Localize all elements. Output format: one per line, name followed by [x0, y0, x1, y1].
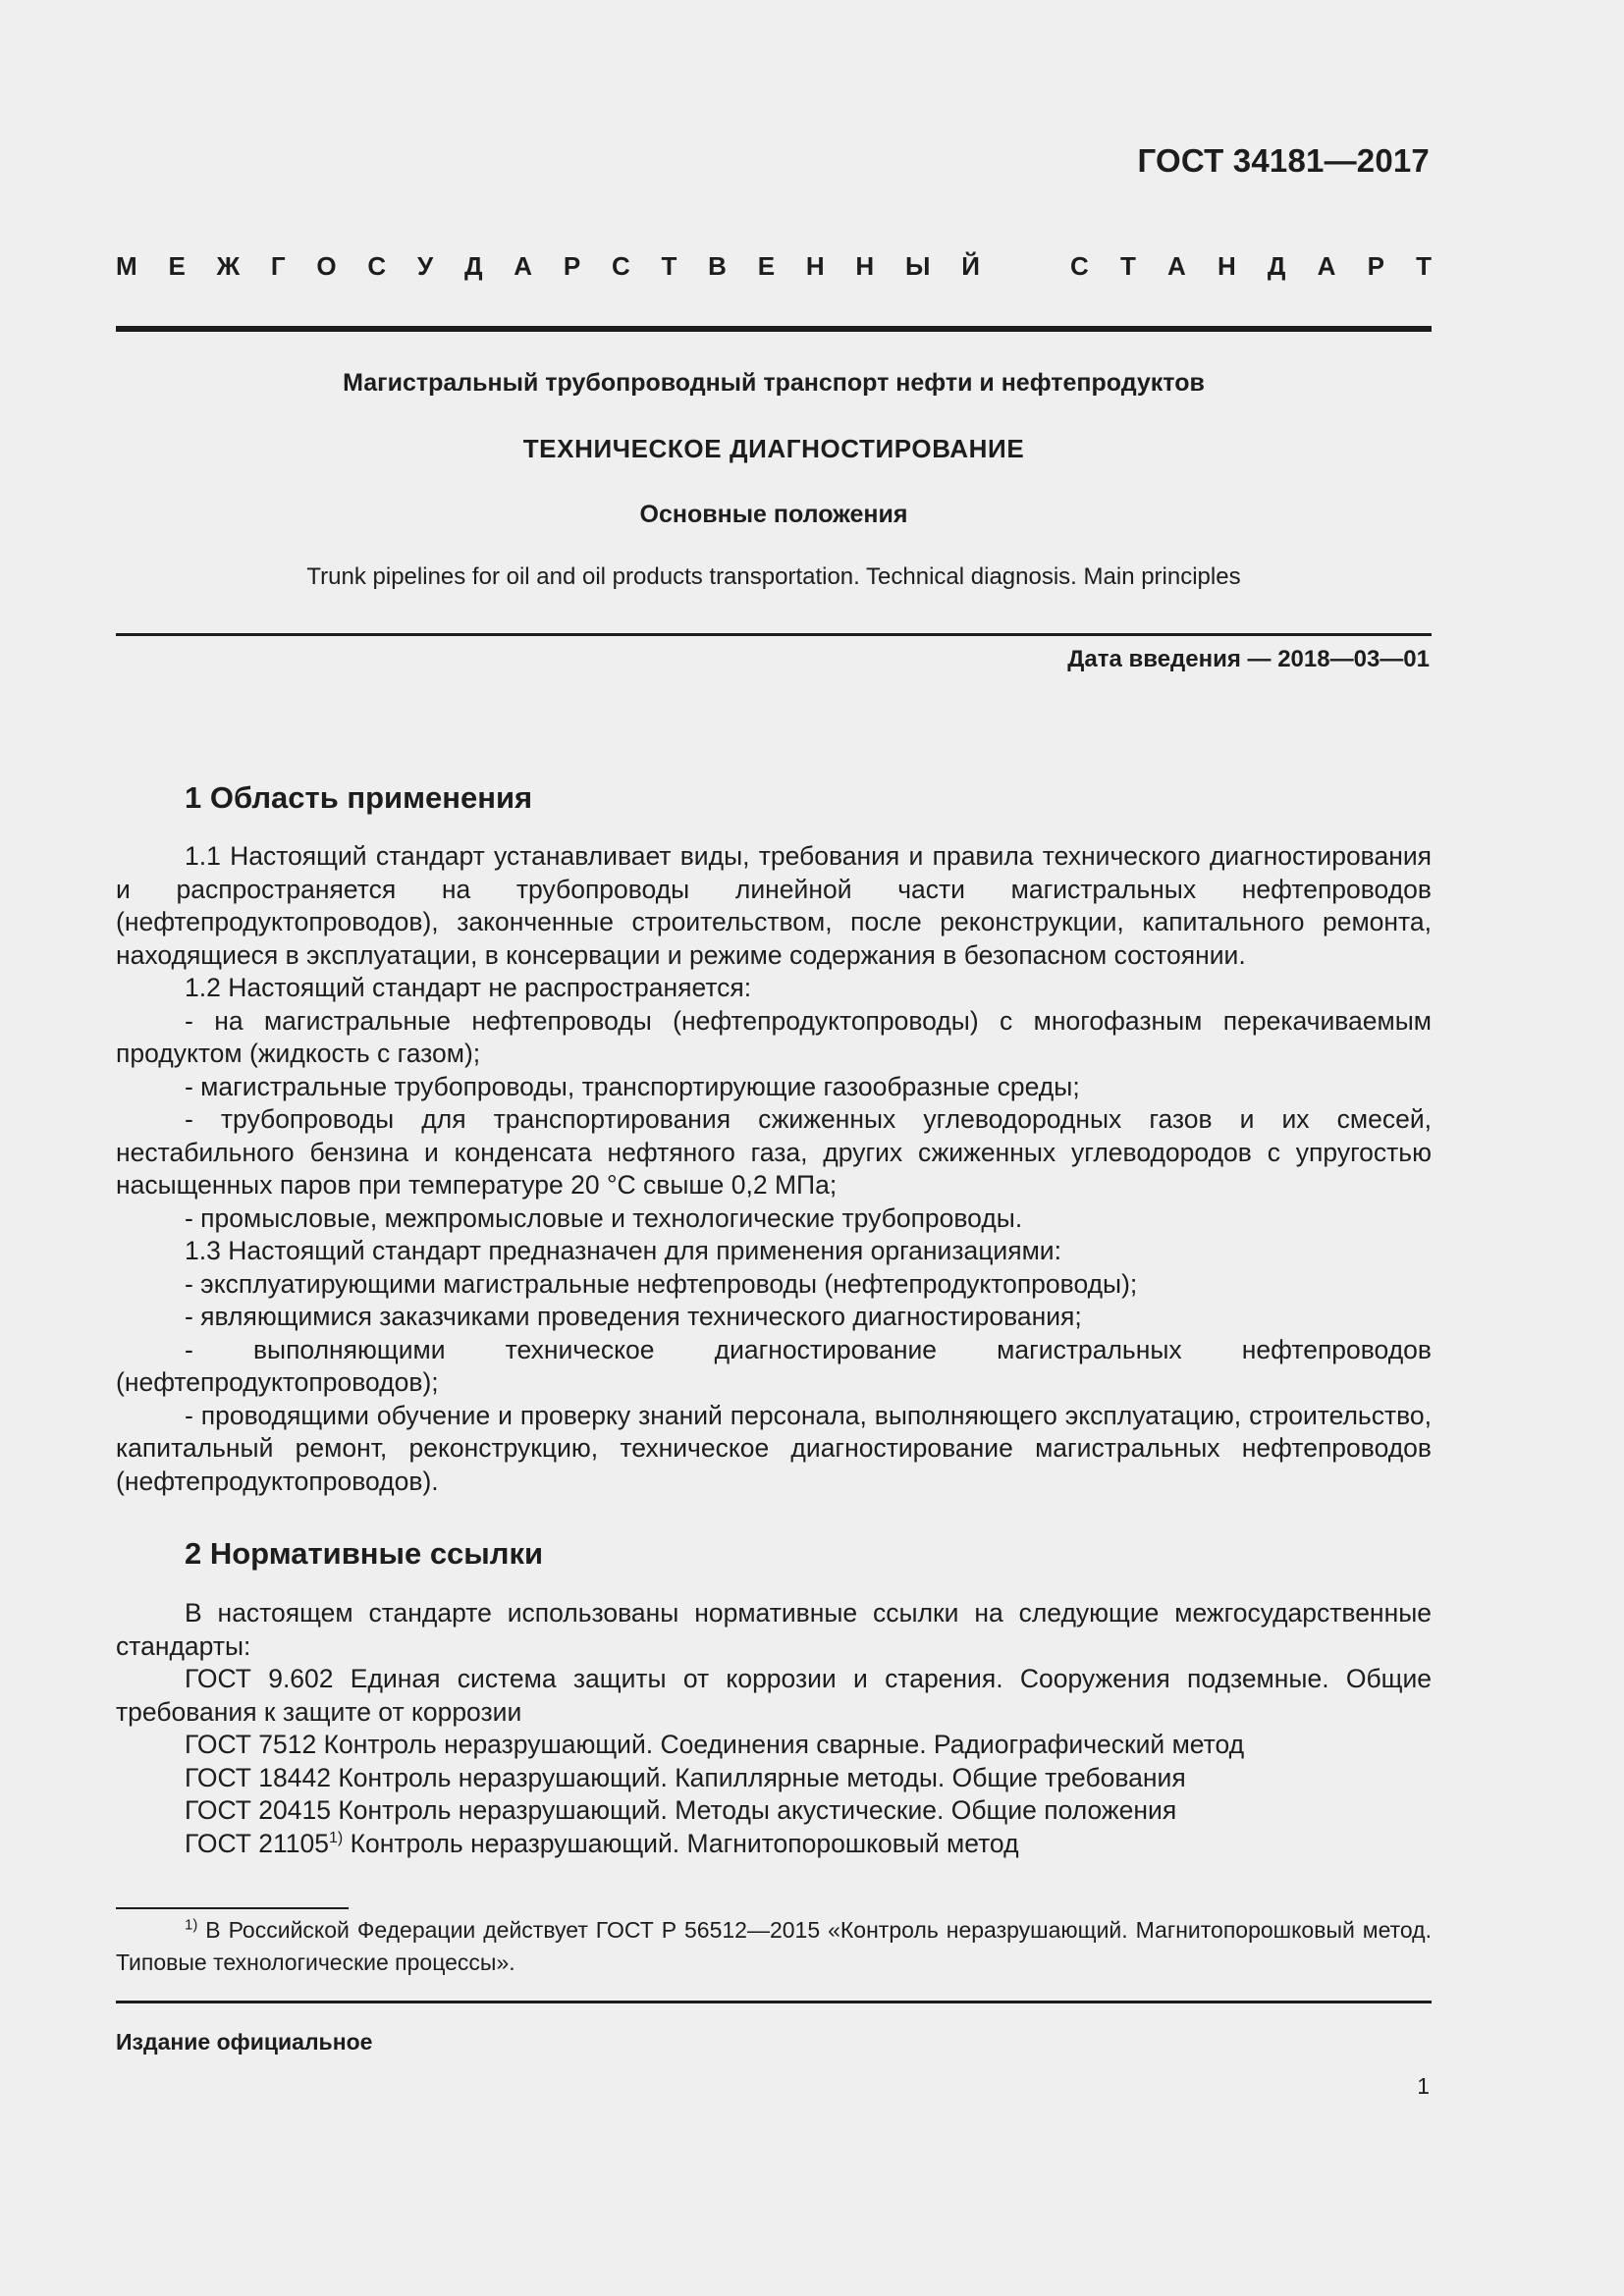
heading-letter: Н: [855, 251, 875, 281]
section-2-body: [116, 1597, 1432, 1860]
paragraph: 1.3 Настоящий стандарт предназначен для применения организациями:: [185, 1236, 1061, 1265]
footnote-mark: 1): [185, 1916, 198, 1934]
reference-item: ГОСТ 20415 Контроль неразрушающий. Методы акустические. Общие положения: [185, 1795, 1177, 1825]
heading-letter: С: [1070, 251, 1089, 281]
heading-letter: С: [367, 251, 387, 281]
heading-letter: Е: [168, 251, 186, 281]
list-item: - трубопроводы для транспортирования сжиженных углеводородных газов и их смесей, нестабильного бензина и конденсата нефтяного газа, других сжиженных углеводородов с упругостью насыщенных паров при температуре 20 °С свыше 0,2 МПа;: [116, 1104, 1432, 1200]
heading-letter: В: [708, 251, 727, 281]
title-divider: [116, 633, 1432, 636]
heading-letter: Е: [757, 251, 776, 281]
section-1-heading: 1 Область применения: [185, 780, 533, 815]
heading-letter: М: [116, 251, 137, 281]
document-subtitle: ТЕХНИЧЕСКОЕ ДИАГНОСТИРОВАНИЕ: [522, 434, 1025, 463]
heading-letter: Т: [661, 251, 677, 281]
paragraph: В настоящем стандарте использованы нормативные ссылки на следующие межгосударственные стандарты:: [116, 1598, 1432, 1661]
gost-number: ГОСТ 34181—2017: [1137, 142, 1430, 179]
heading-letter: Ж: [216, 251, 241, 281]
heading-letter: Т: [1416, 251, 1432, 281]
document-title-english: Trunk pipelines for oil and oil products transportation. Technical diagnosis. Main principles: [306, 563, 1241, 590]
interstate-word-2: [1070, 251, 1432, 282]
document-title: Магистральный трубопроводный транспорт нефти и нефтепродуктов: [343, 369, 1205, 397]
document-subsubtitle: Основные положения: [639, 501, 908, 528]
header-divider: [116, 326, 1432, 332]
heading-letter: Т: [1119, 251, 1136, 281]
official-edition-label: Издание официальное: [116, 2029, 373, 2055]
list-item: - являющимися заказчиками проведения технического диагностирования;: [185, 1302, 1082, 1331]
list-item: - магистральные трубопроводы, транспортирующие газообразные среды;: [185, 1071, 1080, 1101]
list-item: - промысловые, межпромысловые и технологические трубопроводы.: [185, 1202, 1023, 1233]
footnote-mark: 1): [329, 1829, 344, 1846]
heading-letter: У: [416, 251, 434, 281]
heading-letter: Г: [270, 251, 286, 281]
heading-letter: А: [1317, 251, 1336, 281]
reference-item: ГОСТ 7512 Контроль неразрушающий. Соединения сварные. Радиографический метод: [185, 1730, 1245, 1759]
list-item: - на магистральные нефтепроводы (нефтепродуктопроводы) с многофазным перекачиваемым продуктом (жидкость с газом);: [116, 1005, 1432, 1068]
heading-letter: Р: [563, 251, 581, 281]
heading-letter: С: [611, 251, 630, 281]
page-number: 1: [1417, 2073, 1430, 2099]
heading-letter: О: [316, 251, 337, 281]
reference-item: ГОСТ 18442 Контроль неразрушающий. Капиллярные методы. Общие требования: [185, 1762, 1186, 1792]
reference-item: [116, 1828, 1432, 1861]
list-item: - проводящими обучение и проверку знаний персонала, выполняющего эксплуатацию, строительство, капитальный ремонт, реконструкцию, техническое диагностирование магистральных нефтепроводов (нефтепродуктопроводов).: [116, 1400, 1432, 1496]
heading-letter: Й: [961, 251, 980, 281]
heading-letter: Р: [1367, 251, 1384, 281]
heading-letter: Д: [463, 251, 483, 281]
heading-letter: Н: [1217, 251, 1236, 281]
heading-letter: Д: [1267, 251, 1286, 281]
footer-divider: [116, 2001, 1432, 2003]
reference-code: ГОСТ 21105: [185, 1828, 330, 1858]
reference-item: ГОСТ 9.602 Единая система защиты от коррозии и старения. Сооружения подземные. Общие требования к защите от коррозии: [116, 1664, 1432, 1727]
footnote-divider: [116, 1907, 349, 1909]
footnote: [116, 1914, 1432, 1979]
heading-letter: Н: [805, 251, 825, 281]
paragraph: 1.1 Настоящий стандарт устанавливает виды, требования и правила технического диагностирования и распространяется на трубопроводы линейной части магистральных нефтепроводов (нефтепродуктопроводов), законченные строительством, после реконструкции, капитального ремонта, находящиеся в эксплуатации, в консервации и режиме содержания в безопасном состоянии.: [116, 841, 1432, 970]
section-2-heading: 2 Нормативные ссылки: [185, 1536, 544, 1571]
list-item: - выполняющими техническое диагностирование магистральных нефтепроводов (нефтепродуктопроводов);: [116, 1334, 1432, 1397]
interstate-word-1: [116, 251, 980, 282]
list-item: - эксплуатирующими магистральные нефтепроводы (нефтепродуктопроводы);: [185, 1268, 1138, 1299]
reference-title: Контроль неразрушающий. Магнитопорошковый метод: [343, 1828, 1019, 1858]
heading-letter: А: [1167, 251, 1186, 281]
heading-letter: А: [514, 251, 533, 281]
interstate-standard-label: [116, 251, 1432, 282]
heading-letter: Ы: [904, 251, 931, 281]
footnote-text: В Российской Федерации действует ГОСТ Р 56512—2015 «Контроль неразрушающий. Магнитопорошковый метод. Типовые технологические процессы».: [116, 1917, 1432, 1975]
section-1-body: [116, 840, 1432, 1498]
introduction-date: Дата введения — 2018—03—01: [1067, 646, 1430, 672]
paragraph: 1.2 Настоящий стандарт не распространяется:: [185, 973, 752, 1002]
